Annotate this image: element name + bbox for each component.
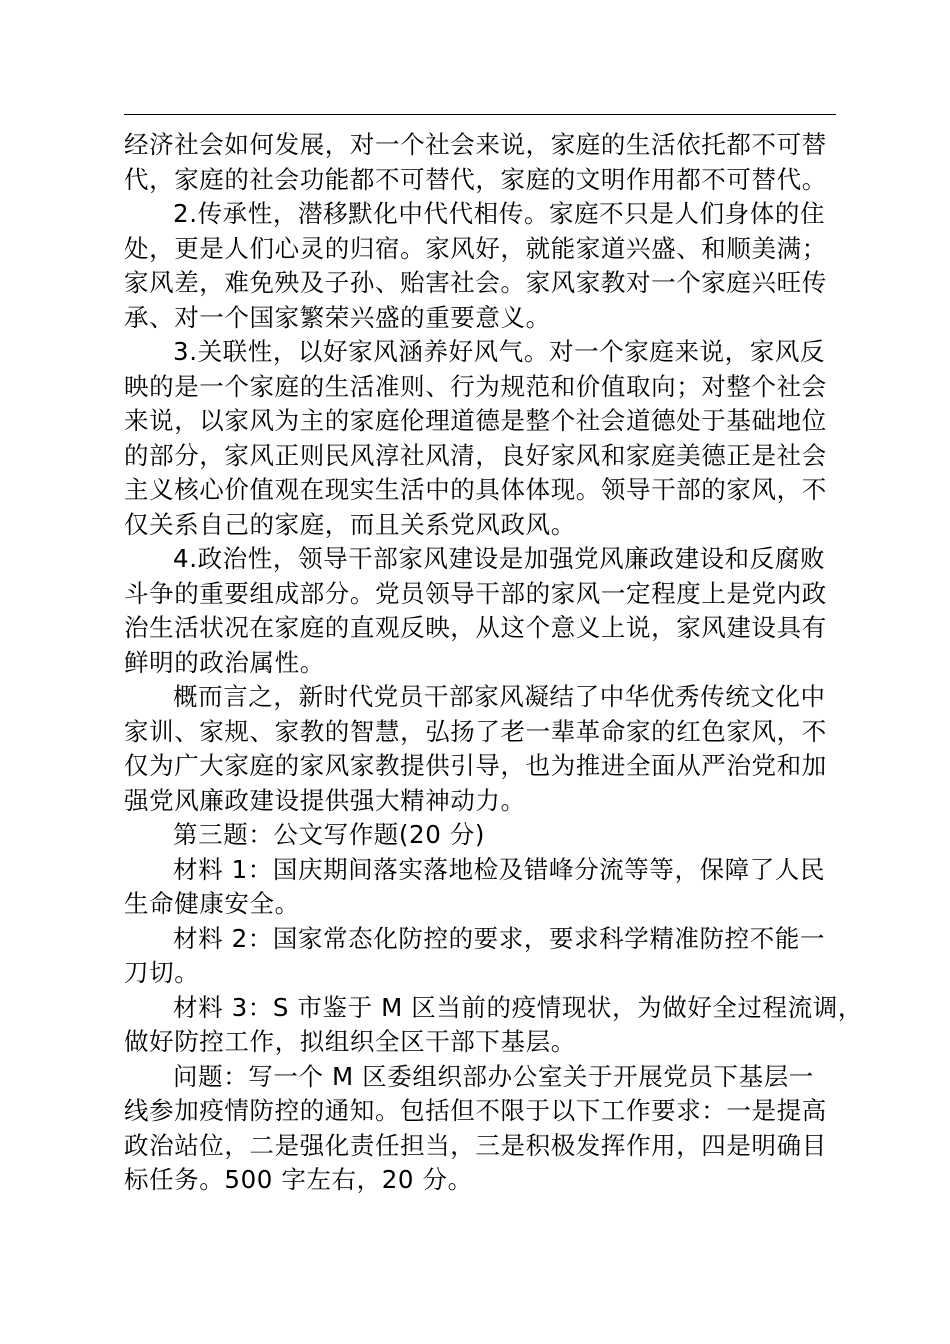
text-line: 家风差，难免殃及子孙、贻害社会。家风家教对一个家庭兴旺传 bbox=[124, 268, 827, 297]
text-line: 2.传承性，潜移默化中代代相传。家庭不只是人们身体的住 bbox=[173, 199, 826, 228]
text-line: 材料 2：国家常态化防控的要求，要求科学精准防控不能一 bbox=[173, 923, 826, 953]
text-line: 斗争的重要组成部分。党员领导干部的家风一定程度上是党内政 bbox=[124, 578, 827, 608]
text-line: 的部分，家风正则民风淳社风清，良好家风和家庭美德正是社会 bbox=[124, 440, 827, 470]
text-line: 线参加疫情防控的通知。包括但不限于以下工作要求：一是提高 bbox=[124, 1096, 827, 1125]
text-line: 来说，以家风为主的家庭伦理道德是整个社会道德处于基础地位 bbox=[124, 406, 827, 435]
text-line: 标任务。500 字左右，20 分。 bbox=[124, 1165, 473, 1194]
text-line: 仅关系自己的家庭，而且关系党风政风。 bbox=[124, 509, 576, 539]
text-line: 第三题：公文写作题(20 分) bbox=[173, 820, 486, 849]
header-rule bbox=[124, 114, 836, 115]
text-line: 治生活状况在家庭的直观反映，从这个意义上说，家风建设具有 bbox=[124, 613, 827, 642]
text-line: 代，家庭的社会功能都不可替代，家庭的文明作用都不可替代。 bbox=[124, 164, 827, 194]
text-line: 材料 1：国庆期间落实落地检及错峰分流等等，保障了人民 bbox=[173, 854, 826, 884]
text-line: 鲜明的政治属性。 bbox=[124, 647, 325, 677]
text-line: 做好防控工作，拟组织全区干部下基层。 bbox=[124, 1027, 576, 1056]
text-line: 问题：写一个 M 区委组织部办公室关于开展党员下基层一 bbox=[173, 1061, 814, 1091]
document-body bbox=[124, 128, 864, 1198]
text-line: 家训、家规、家教的智慧，弘扬了老一辈革命家的红色家风，不 bbox=[124, 716, 827, 746]
text-line: 刀切。 bbox=[124, 958, 200, 987]
text-line: 材料 3：S 市鉴于 M 区当前的疫情现状，为做好全过程流调， bbox=[173, 992, 864, 1022]
text-line: 强党风廉政建设提供强大精神动力。 bbox=[124, 785, 526, 815]
text-line: 4.政治性，领导干部家风建设是加强党风廉政建设和反腐败 bbox=[173, 544, 826, 573]
text-line: 概而言之，新时代党员干部家风凝结了中华优秀传统文化中 bbox=[173, 682, 826, 711]
text-line: 映的是一个家庭的生活准则、行为规范和价值取向；对整个社会 bbox=[124, 371, 827, 401]
text-line: 仅为广大家庭的家风家教提供引导，也为推进全面从严治党和加 bbox=[124, 751, 827, 780]
text-line: 3.关联性，以好家风涵养好风气。对一个家庭来说，家风反 bbox=[173, 337, 826, 366]
text-line: 经济社会如何发展，对一个社会来说，家庭的生活依托都不可替 bbox=[124, 130, 827, 159]
text-line: 政治站位，二是强化责任担当，三是积极发挥作用，四是明确目 bbox=[124, 1130, 827, 1160]
text-line: 承、对一个国家繁荣兴盛的重要意义。 bbox=[124, 302, 551, 332]
text-line: 主义核心价值观在现实生活中的具体体现。领导干部的家风，不 bbox=[124, 475, 827, 504]
text-line: 生命健康安全。 bbox=[124, 889, 300, 918]
text-line: 处，更是人们心灵的归宿。家风好，就能家道兴盛、和顺美满； bbox=[124, 233, 827, 263]
